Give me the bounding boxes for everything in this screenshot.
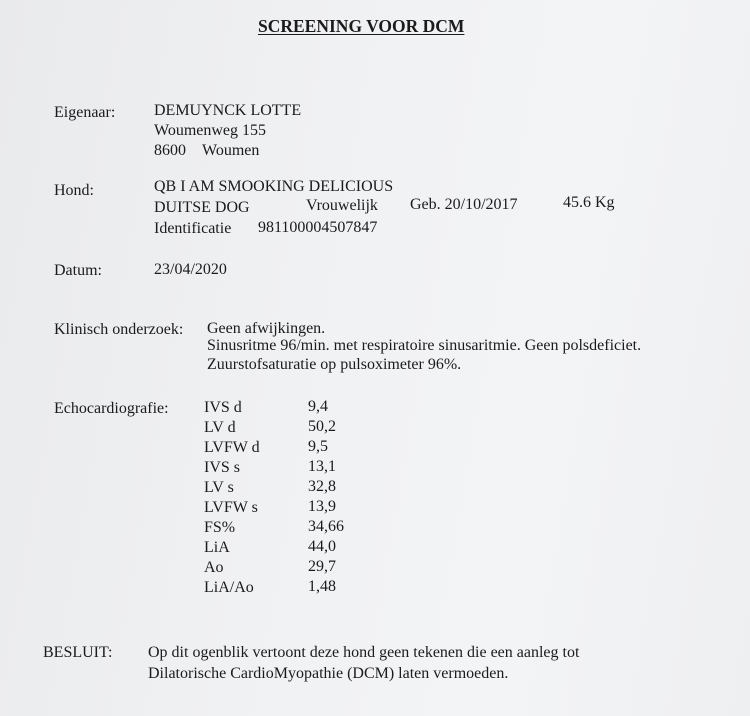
dog-birth: Geb. 20/10/2017 xyxy=(410,196,518,213)
clinical-line: Zuurstofsaturatie op pulsoximeter 96%. xyxy=(207,356,462,373)
measurement-value: 13,1 xyxy=(308,458,336,475)
clinical-line: Geen afwijkingen. xyxy=(207,320,326,337)
measurement-name: LiA/Ao xyxy=(204,579,254,596)
dog-sex: Vrouwelijk xyxy=(306,197,378,214)
measurement-value: 44,0 xyxy=(308,538,336,555)
measurement-name: FS% xyxy=(204,519,236,536)
measurement-value: 32,8 xyxy=(308,478,336,495)
measurement-name: Ao xyxy=(204,559,224,576)
dog-weight: 45.6 Kg xyxy=(563,194,615,211)
measurement-value: 13,9 xyxy=(308,498,336,515)
clinical-label: Klinisch onderzoek: xyxy=(54,321,184,338)
measurement-name: IVS d xyxy=(204,399,242,416)
measurement-value: 34,66 xyxy=(308,518,344,535)
measurement-name: IVS s xyxy=(204,459,241,476)
measurement-name: LVFW s xyxy=(204,499,258,516)
measurement-value: 29,7 xyxy=(308,558,336,575)
document-title: SCREENING VOOR DCM xyxy=(258,16,465,36)
measurement-name: LVFW d xyxy=(204,439,260,456)
dog-label: Hond: xyxy=(54,182,94,199)
measurement-value: 9,5 xyxy=(308,438,328,455)
measurement-value: 9,4 xyxy=(308,398,328,415)
owner-name: DEMUYNCK LOTTE xyxy=(154,102,302,119)
measurement-value: 1,48 xyxy=(308,578,336,595)
dog-id-label: Identificatie xyxy=(154,220,232,237)
clinical-line: Sinusritme 96/min. met respiratoire sinusaritmie. Geen polsdeficiet. xyxy=(207,337,642,354)
measurement-name: LiA xyxy=(204,539,230,556)
owner-city: Woumen xyxy=(202,142,260,159)
conclusion-line: Op dit ogenblik vertoont deze hond geen tekenen die een aanleg tot xyxy=(148,644,580,661)
owner-street: Woumenweg 155 xyxy=(154,122,267,139)
conclusion-label: BESLUIT: xyxy=(43,644,113,661)
owner-postcode: 8600 xyxy=(154,142,186,159)
conclusion-line: Dilatorische CardioMyopathie (DCM) laten vermoeden. xyxy=(148,665,509,682)
owner-label: Eigenaar: xyxy=(54,104,116,121)
dog-name: QB I AM SMOOKING DELICIOUS xyxy=(154,178,394,195)
measurement-name: LV s xyxy=(204,479,234,496)
measurement-value: 50,2 xyxy=(308,418,336,435)
measurement-name: LV d xyxy=(204,419,236,436)
date-value: 23/04/2020 xyxy=(154,261,227,278)
date-label: Datum: xyxy=(54,262,102,279)
dog-id-value: 981100004507847 xyxy=(258,219,378,236)
dog-breed: DUITSE DOG xyxy=(154,199,250,216)
echo-label: Echocardiografie: xyxy=(54,400,169,417)
